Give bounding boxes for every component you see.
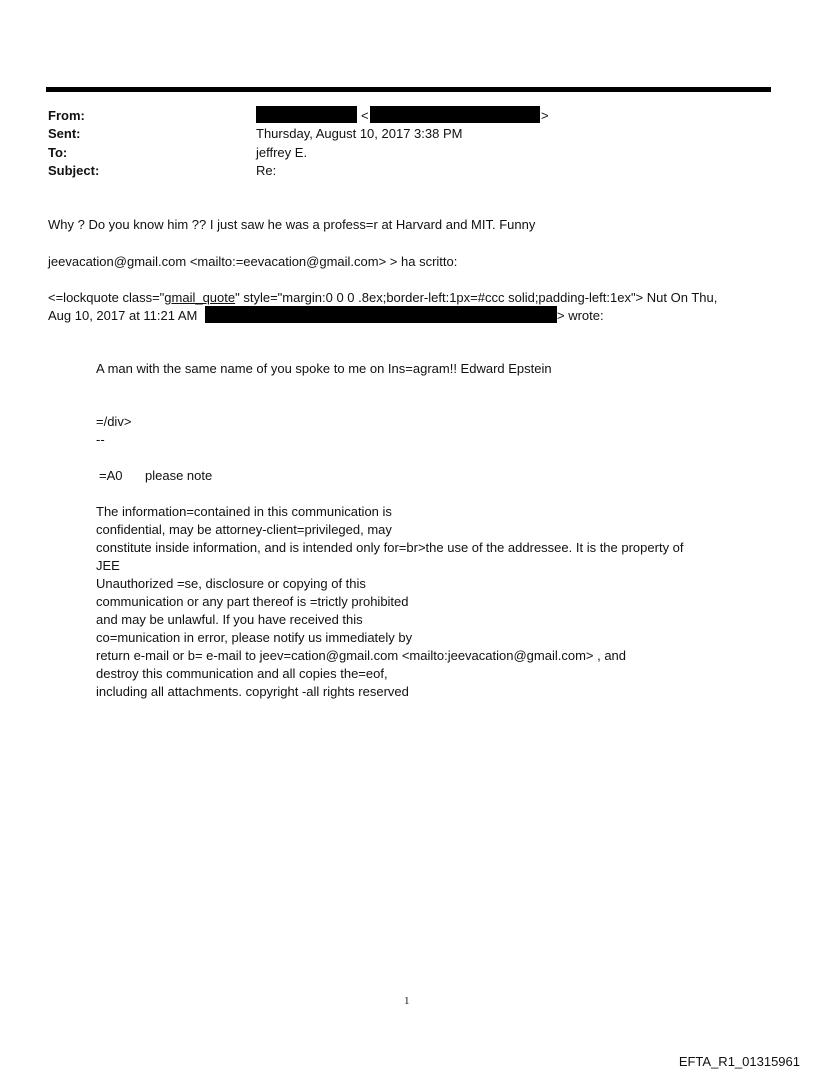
- disclaimer-line: confidential, may be attorney-client=privileged, may: [96, 522, 392, 537]
- from-lt: <: [361, 108, 369, 123]
- disclaimer-line: JEE: [96, 558, 120, 573]
- disclaimer-line: Unauthorized =se, disclosure or copying of this: [96, 576, 366, 591]
- disclaimer-line: destroy this communication and all copies the=eof,: [96, 666, 388, 681]
- redaction-from-name: [256, 106, 357, 123]
- page-number: 1: [404, 995, 410, 1007]
- nbsp-code: =A0: [99, 468, 123, 483]
- to-label: To:: [48, 145, 68, 160]
- div-close: =/div>: [96, 414, 132, 429]
- sent-value: Thursday, August 10, 2017 3:38 PM: [256, 126, 463, 141]
- disclaimer-line: and may be unlawful. If you have received this: [96, 612, 363, 627]
- sent-label: Sent:: [48, 126, 81, 141]
- please-note: please note: [145, 468, 213, 483]
- blockquote-pre: <=lockquote class=": [48, 290, 165, 305]
- disclaimer-line: communication or any part thereof is =trictly prohibited: [96, 594, 409, 609]
- disclaimer-line: The information=contained in this communication is: [96, 504, 392, 519]
- disclaimer-line: including all attachments. copyright -all rights reserved: [96, 684, 409, 699]
- from-label: From:: [48, 108, 85, 123]
- redaction-from-email: [370, 106, 540, 123]
- disclaimer-line: constitute inside information, and is intended only for=br>the use of the addressee. It is the property of: [96, 540, 684, 555]
- body-line-2: jeevacation@gmail.com <mailto:=eevacation@gmail.com> > ha scritto:: [48, 254, 458, 269]
- quote-wrote: > wrote:: [557, 308, 604, 323]
- signature-dashes: --: [96, 432, 105, 447]
- quote-date: Aug 10, 2017 at 11:21 AM: [48, 308, 198, 323]
- subject-value: Re:: [256, 163, 277, 178]
- from-gt: >: [541, 108, 549, 123]
- to-value: jeffrey E.: [256, 145, 308, 160]
- blockquote-class: gmail_quote: [164, 290, 236, 305]
- disclaimer-line: co=munication in error, please notify us immediately by: [96, 630, 413, 645]
- redaction-quote-sender: [205, 306, 557, 323]
- subject-label: Subject:: [48, 163, 100, 178]
- document-id: EFTA_R1_01315961: [678, 1054, 800, 1069]
- body-line-1: Why ? Do you know him ?? I just saw he was a profess=r at Harvard and MIT. Funny: [48, 217, 536, 232]
- header-rule: [46, 87, 771, 92]
- disclaimer-line: return e-mail or b= e-mail to jeev=cation@gmail.com <mailto:jeevacation@gmail.com> , and: [96, 648, 627, 663]
- blockquote-line: [48, 290, 717, 305]
- blockquote-post: " style="margin:0 0 0 .8ex;border-left:1px=#ccc solid;padding-left:1ex"> Nut On Thu,: [235, 290, 718, 305]
- quoted-message: A man with the same name of you spoke to me on Ins=agram!! Edward Epstein: [96, 361, 552, 376]
